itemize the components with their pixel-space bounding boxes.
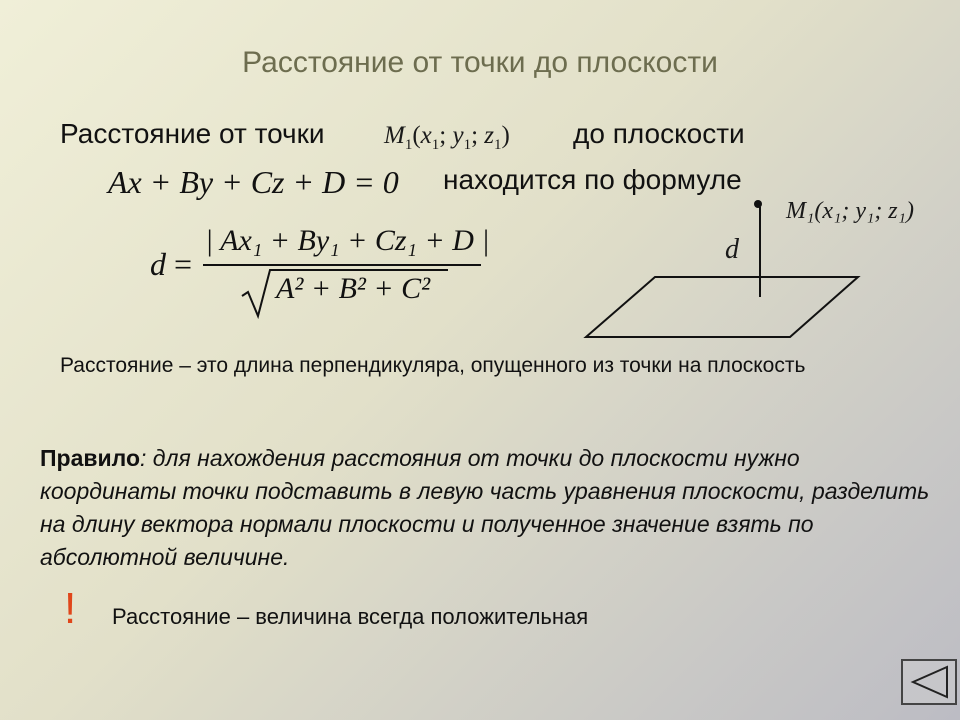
definition-text: Расстояние – это длина перпендикуляра, опущенного из точки на плоскость <box>60 354 806 377</box>
point-notation: $M_1(x_1$; $y_1$; $z_1$) <box>384 122 510 153</box>
formula-lhs: d = <box>150 246 193 282</box>
intro-text-1: Расстояние от точки <box>60 118 325 149</box>
back-button[interactable] <box>901 659 957 705</box>
diagram-point-label: M₁(x₁; y₁; z₁) <box>786 198 914 224</box>
rule-label: Правило <box>40 445 141 471</box>
formula-numerator: | Ax₁ + By₁ + Cz₁ + D | <box>205 224 490 257</box>
exclamation-mark: ! <box>64 584 77 633</box>
plane-equation: Ax + By + Cz + D = 0 <box>108 164 399 200</box>
intro-text-2: до плоскости <box>573 118 745 149</box>
rule-text: : для нахождения расстояния от точки до плоскости нужно координаты точки подставить в левую часть уравнения плоскости, разделить на длину вектора нормали плоскости и полученное значение взять по абсолютной величине. <box>40 445 930 570</box>
plane-shape <box>586 277 858 337</box>
formula-denominator: A² + B² + C² <box>276 272 431 305</box>
back-triangle-icon <box>903 661 955 703</box>
intro-text-3: находится по формуле <box>443 164 742 195</box>
rule-block <box>40 442 940 574</box>
diagram-distance-label: d <box>725 234 739 265</box>
page-title: Расстояние от точки до плоскости <box>242 46 718 79</box>
point-dot <box>754 200 762 208</box>
note-text: Расстояние – величина всегда положительная <box>112 604 589 629</box>
